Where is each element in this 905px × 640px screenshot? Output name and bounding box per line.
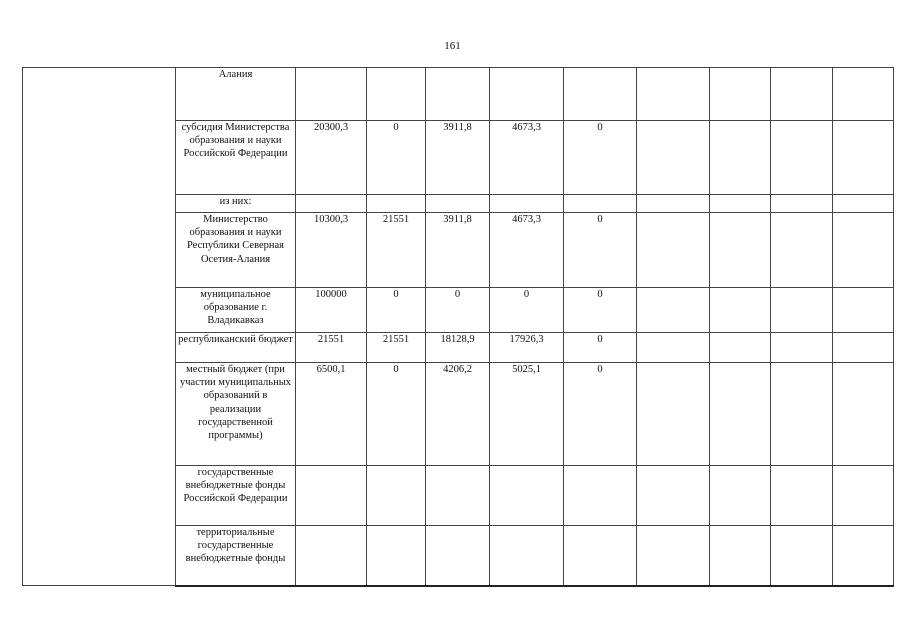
value-cell: [637, 121, 710, 195]
value-cell: 3911,8: [426, 213, 490, 288]
value-cell: 17926,3: [490, 333, 564, 363]
value-cell: [367, 466, 426, 526]
value-cell: 5025,1: [490, 363, 564, 466]
value-cell: 21551: [296, 333, 367, 363]
value-cell: [710, 526, 771, 586]
value-cell: 0: [564, 363, 637, 466]
row-label: Министерство образования и науки Республики Северная Осетия-Алания: [176, 213, 296, 288]
value-cell: [564, 526, 637, 586]
value-cell: [296, 195, 367, 213]
value-cell: [833, 121, 894, 195]
value-cell: [710, 68, 771, 121]
value-cell: [771, 466, 833, 526]
value-cell: [710, 363, 771, 466]
value-cell: [833, 526, 894, 586]
value-cell: 6500,1: [296, 363, 367, 466]
value-cell: 0: [367, 288, 426, 333]
value-cell: 18128,9: [426, 333, 490, 363]
value-cell: 0: [490, 288, 564, 333]
value-cell: 4673,3: [490, 121, 564, 195]
value-cell: [637, 526, 710, 586]
value-cell: [367, 195, 426, 213]
value-cell: 20300,3: [296, 121, 367, 195]
value-cell: [771, 333, 833, 363]
page-number: 161: [444, 40, 461, 52]
value-cell: [637, 288, 710, 333]
value-cell: [833, 466, 894, 526]
value-cell: 0: [564, 213, 637, 288]
value-cell: [637, 363, 710, 466]
value-cell: [426, 68, 490, 121]
value-cell: 0: [564, 333, 637, 363]
row-label: республиканский бюджет: [176, 333, 296, 363]
value-cell: 3911,8: [426, 121, 490, 195]
value-cell: [771, 121, 833, 195]
value-cell: [833, 288, 894, 333]
value-cell: [710, 466, 771, 526]
value-cell: 0: [367, 363, 426, 466]
value-cell: 4673,3: [490, 213, 564, 288]
value-cell: [296, 526, 367, 586]
value-cell: [490, 526, 564, 586]
value-cell: [833, 363, 894, 466]
value-cell: [637, 213, 710, 288]
value-cell: [490, 195, 564, 213]
value-cell: 4206,2: [426, 363, 490, 466]
value-cell: [771, 526, 833, 586]
value-cell: 0: [426, 288, 490, 333]
value-cell: [710, 213, 771, 288]
value-cell: [710, 121, 771, 195]
row-label: из них:: [176, 195, 296, 213]
row-label: местный бюджет (при участии муниципальных образований в реализации государственной программы): [176, 363, 296, 466]
blank-cell: [23, 68, 176, 586]
value-cell: 0: [367, 121, 426, 195]
value-cell: [833, 68, 894, 121]
row-label: Алания: [176, 68, 296, 121]
value-cell: [710, 195, 771, 213]
value-cell: [771, 195, 833, 213]
value-cell: [296, 68, 367, 121]
value-cell: [426, 195, 490, 213]
value-cell: [426, 466, 490, 526]
value-cell: [296, 466, 367, 526]
value-cell: [710, 333, 771, 363]
value-cell: [833, 213, 894, 288]
value-cell: [833, 333, 894, 363]
value-cell: [490, 68, 564, 121]
value-cell: 10300,3: [296, 213, 367, 288]
value-cell: 100000: [296, 288, 367, 333]
value-cell: [771, 363, 833, 466]
value-cell: [426, 526, 490, 586]
value-cell: [564, 195, 637, 213]
value-cell: [833, 195, 894, 213]
value-cell: 21551: [367, 213, 426, 288]
row-label: государственные внебюджетные фонды Российской Федерации: [176, 466, 296, 526]
value-cell: [771, 213, 833, 288]
budget-table: [22, 67, 894, 587]
value-cell: 0: [564, 288, 637, 333]
value-cell: [637, 195, 710, 213]
value-cell: 0: [564, 121, 637, 195]
value-cell: [367, 526, 426, 586]
row-label: муниципальное образование г. Владикавказ: [176, 288, 296, 333]
value-cell: 21551: [367, 333, 426, 363]
value-cell: [637, 333, 710, 363]
value-cell: [771, 288, 833, 333]
value-cell: [367, 68, 426, 121]
row-label: территориальные государственные внебюджетные фонды: [176, 526, 296, 586]
value-cell: [490, 466, 564, 526]
value-cell: [710, 288, 771, 333]
value-cell: [564, 68, 637, 121]
table-row: [23, 68, 894, 121]
value-cell: [637, 68, 710, 121]
value-cell: [637, 466, 710, 526]
row-label: субсидия Министерства образования и науки Российской Федерации: [176, 121, 296, 195]
value-cell: [771, 68, 833, 121]
value-cell: [564, 466, 637, 526]
